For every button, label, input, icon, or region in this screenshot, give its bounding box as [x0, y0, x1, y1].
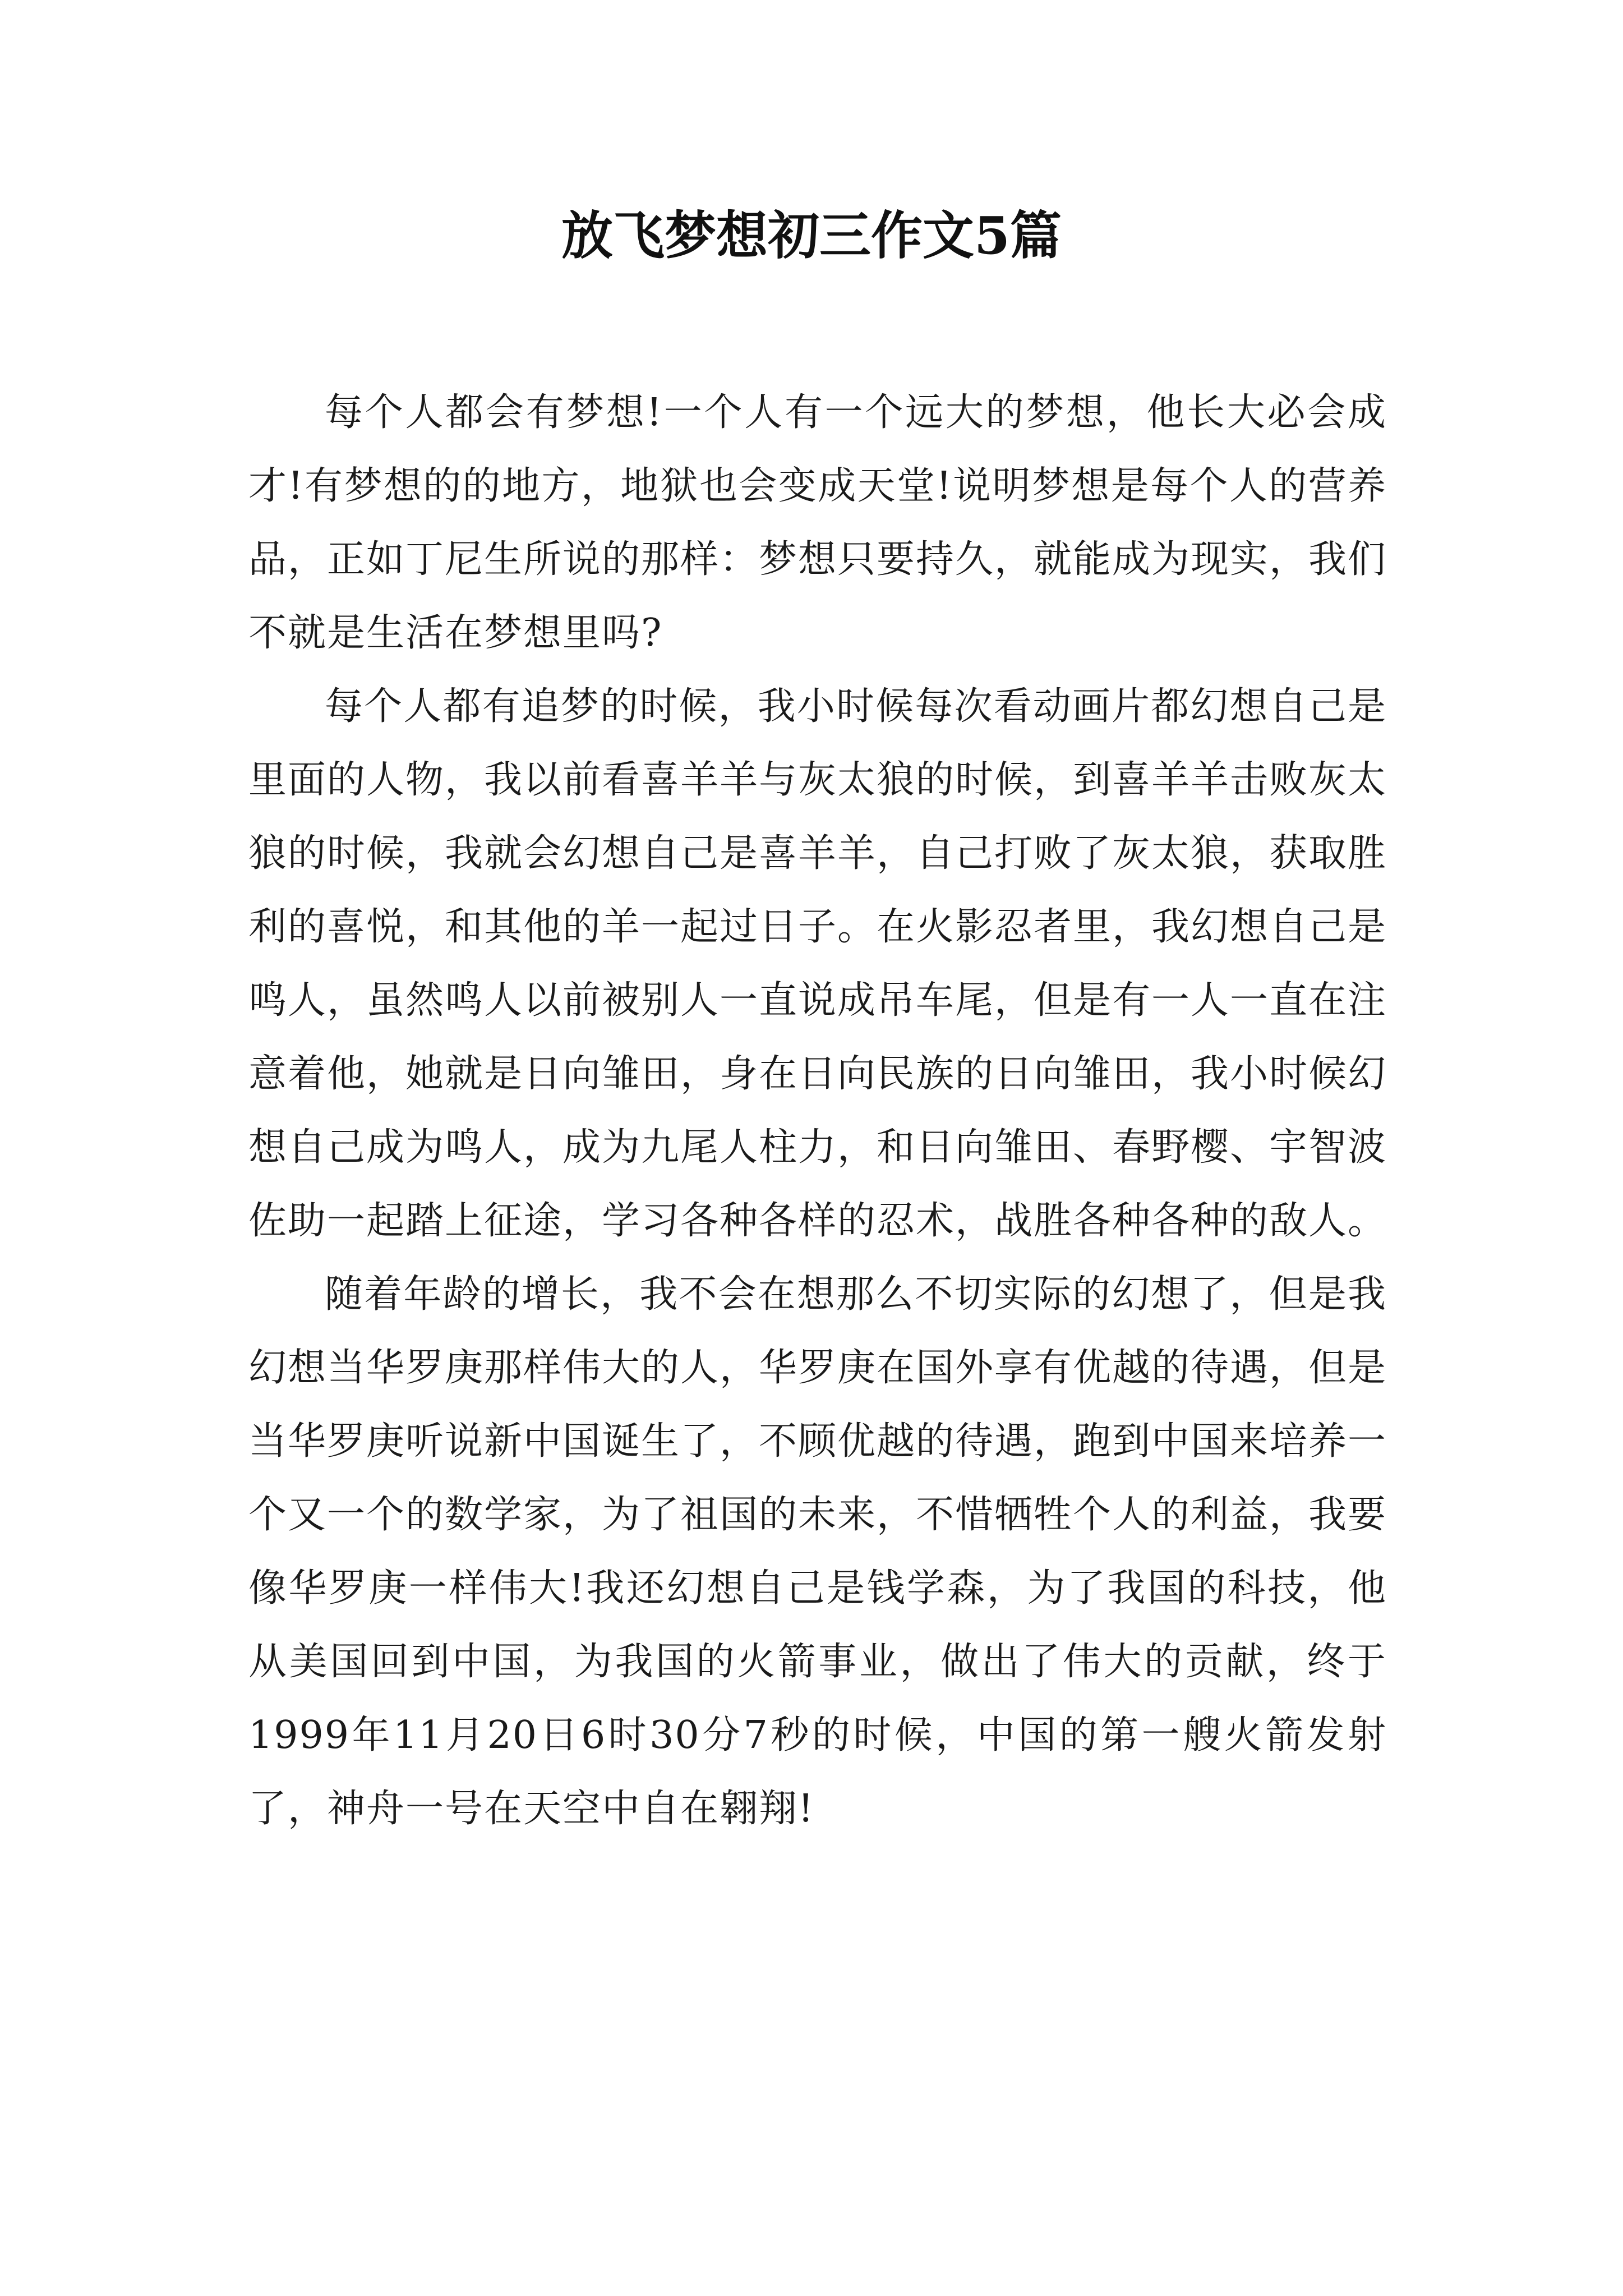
paragraph: 每个人都会有梦想!一个人有一个远大的梦想，他长大必会成才!有梦想的的地方，地狱也会变成天堂!说明梦想是每个人的营养品，正如丁尼生所说的那样：梦想只要持久，就能成为现实，我们不就是生活在梦想里吗? — [248, 390, 1387, 655]
paragraph: 每个人都有追梦的时候，我小时候每次看动画片都幻想自己是里面的人物，我以前看喜羊羊与灰太狼的时候，到喜羊羊击败灰太狼的时候，我就会幻想自己是喜羊羊，自己打败了灰太狼，获取胜利的喜悦，和其他的羊一起过日子。在火影忍者里，我幻想自己是鸣人，虽然鸣人以前被别人一直说成吊车尾，但是有一人一直在注意着他，她就是日向雏田，身在日向民族的日向雏田，我小时候幻想自己成为鸣人，成为九尾人柱力，和日向雏田、春野樱、宇智波佐助一起踏上征途，学习各种各样的忍术，战胜各种各种的敌人。 — [248, 684, 1387, 1243]
document-title: 放飞梦想初三作文5篇 — [561, 205, 1062, 266]
document-body — [248, 376, 1387, 1846]
paragraph: 随着年龄的增长，我不会在想那么不切实际的幻想了，但是我幻想当华罗庚那样伟大的人，华罗庚在国外享有优越的待遇，但是当华罗庚听说新中国诞生了，不顾优越的待遇，跑到中国来培养一个又一个的数学家，为了祖国的未来，不惜牺牲个人的利益，我要像华罗庚一样伟大!我还幻想自己是钱学森，为了我国的科技，他从美国回到中国，为我国的火箭事业，做出了伟大的贡献，终于1999年11月20日6时30分7秒的时候，中国的第一艘火箭发射了，神舟一号在天空中自在翱翔! — [248, 1272, 1387, 1831]
